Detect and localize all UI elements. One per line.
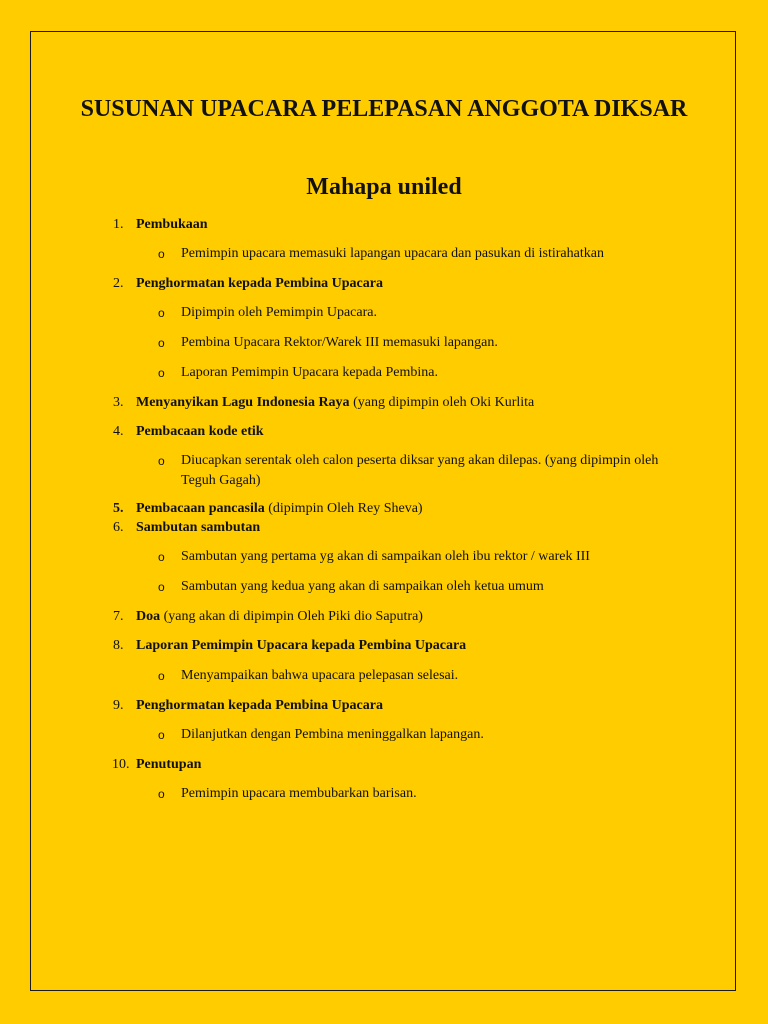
item-heading: Sambutan sambutan [136, 520, 261, 535]
item-heading: Pembacaan pancasila [136, 501, 265, 516]
bullet-icon: o [158, 306, 165, 320]
bullet-icon: o [158, 787, 165, 801]
item-heading: Pembukaan [136, 217, 208, 232]
document-title: SUSUNAN UPACARA PELEPASAN ANGGOTA DIKSAR [80, 96, 688, 122]
item-number: 4. [113, 424, 124, 439]
subitem-text: Sambutan yang pertama yg akan di sampaikan oleh ibu rektor / warek III [181, 549, 590, 564]
subitem-text: Pembina Upacara Rektor/Warek III memasuki lapangan. [181, 335, 498, 350]
document-subtitle: Mahapa uniled [306, 174, 462, 200]
subitem-text: Laporan Pemimpin Upacara kepada Pembina. [181, 365, 438, 380]
bullet-icon: o [158, 580, 165, 594]
item-number: 7. [113, 609, 124, 624]
item-note: (yang dipimpin oleh Oki Kurlita [349, 395, 535, 410]
item-heading: Penghormatan kepada Pembina Upacara [136, 698, 383, 713]
subitem-text: Dilanjutkan dengan Pembina meninggalkan lapangan. [181, 727, 484, 742]
bullet-icon: o [158, 454, 165, 468]
bullet-icon: o [158, 669, 165, 683]
item-heading: Menyanyikan Lagu Indonesia Raya [136, 395, 350, 410]
item-number: 10. [112, 757, 130, 772]
item-heading: Laporan Pemimpin Upacara kepada Pembina Upacara [136, 638, 467, 653]
item-number: 6. [113, 520, 124, 535]
item-number: 5. [113, 501, 124, 516]
bullet-icon: o [158, 336, 165, 350]
item-note: (yang akan di dipimpin Oleh Piki dio Saputra) [160, 609, 423, 624]
subitem-text: Pemimpin upacara memasuki lapangan upacara dan pasukan di istirahatkan [181, 246, 604, 261]
item-note: (dipimpin Oleh Rey Sheva) [264, 501, 423, 516]
item-number: 1. [113, 217, 124, 232]
subitem-text: Diucapkan serentak oleh calon peserta diksar yang akan dilepas. (yang dipimpin oleh Teguh Gagah) [181, 453, 659, 488]
item-number: 3. [113, 395, 124, 410]
bullet-icon: o [158, 728, 165, 742]
item-number: 2. [113, 276, 124, 291]
bullet-icon: o [158, 247, 165, 261]
subitem-text: Sambutan yang kedua yang akan di sampaikan oleh ketua umum [181, 579, 544, 594]
item-heading: Penghormatan kepada Pembina Upacara [136, 276, 383, 291]
item-number: 9. [113, 698, 124, 713]
item-heading: Pembacaan kode etik [136, 424, 264, 439]
subitem-text: Menyampaikan bahwa upacara pelepasan selesai. [181, 668, 459, 683]
subitem-text: Pemimpin upacara membubarkan barisan. [181, 786, 417, 801]
item-number: 8. [113, 638, 124, 653]
item-heading: Doa [136, 609, 161, 624]
subitem-text: Dipimpin oleh Pemimpin Upacara. [181, 305, 377, 320]
item-heading: Penutupan [136, 757, 202, 772]
bullet-icon: o [158, 550, 165, 564]
bullet-icon: o [158, 366, 165, 380]
